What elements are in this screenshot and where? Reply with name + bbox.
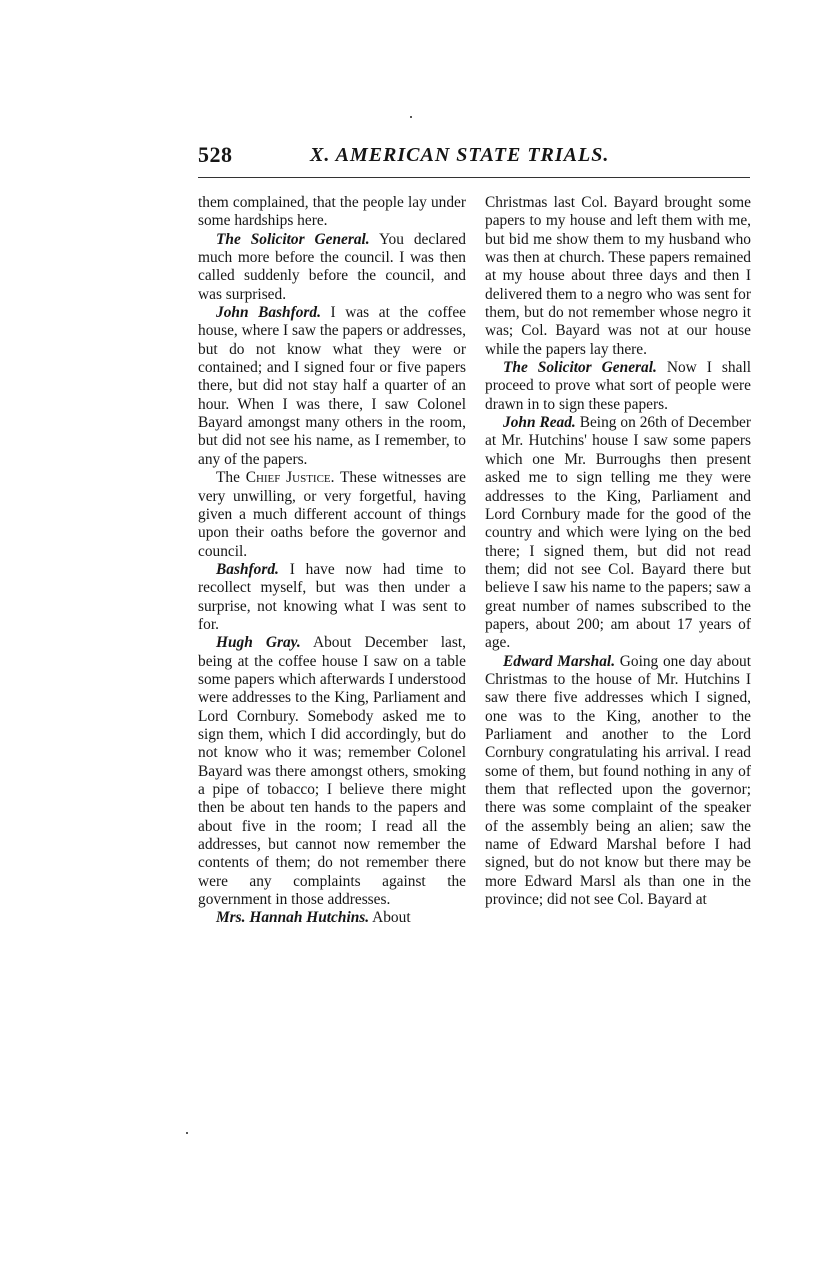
speaker-name: The Solicitor General. [216, 230, 370, 248]
speaker-name: John Read. [503, 414, 576, 432]
speck-mark [410, 116, 412, 118]
paragraph-text: About [369, 909, 411, 927]
paragraph [198, 469, 466, 561]
paragraph-text: them complained, that the people lay under some hardships here. [198, 194, 466, 230]
paragraph-text: You declared much more before the council. I was then called suddenly before the council, and was surprised. [198, 230, 466, 303]
paragraph [198, 634, 466, 909]
speaker-name: John Bashford. [216, 304, 321, 322]
page-number: 528 [198, 142, 233, 167]
speaker-name: Edward Marshal. [503, 652, 616, 670]
speck-mark [186, 1132, 188, 1134]
paragraph-text: Being on 26th of December at Mr. Hutchins' house I saw some papers which one Mr. Burroughs then present asked me to sign telling me they were addresses to the King, Parliament and Lord Cornbury made for the good of the country and which were lying on the bed there; I signed them, but did not read them; did not see Col. Bayard there but believe I saw his name to the papers; saw a great number of names subscribed to the papers, about 200; am about 17 years of age. [485, 414, 751, 652]
left-column [198, 194, 466, 928]
speaker-prefix: The [216, 469, 246, 487]
header-rule [198, 177, 750, 178]
speaker-name: Mrs. Hannah Hutchins. [216, 909, 370, 927]
paragraph [198, 304, 466, 469]
paragraph [485, 414, 751, 652]
page-header [198, 140, 750, 174]
running-head: X. AMERICAN STATE TRIALS. [310, 144, 610, 166]
paragraph-text: These witnesses are very unwilling, or very forgetful, having given a much different account of things upon their oaths before the governor and council. [198, 469, 467, 560]
speaker-name: Hugh Gray. [216, 634, 301, 652]
paragraph [485, 653, 751, 910]
paragraph [198, 561, 466, 634]
paragraph [198, 909, 466, 927]
paragraph [198, 194, 466, 231]
speaker-name: The Solicitor General. [503, 359, 657, 377]
paragraph-text: I have now had time to recollect myself, but was then under a surprise, not knowing what I was sent to for. [198, 560, 466, 633]
paragraph-text: Going one day about Christmas to the house of Mr. Hutchins I saw there five addresses which I signed, one was to the King, another to the Parliament and another to the Lord Cornbury congratulating his arrival. I read some of them, but found nothing in any of them that reflected upon the governor; there was some complaint of the speaker of the assembly being an alien; saw the name of Edward Marshal before I had signed, but do not know but there may be more Edward Marsl als than one in the province; did not see Col. Bayard at [485, 652, 751, 909]
paragraph [485, 359, 751, 414]
paragraph-text: Now I shall proceed to prove what sort of people were drawn in to sign these papers. [485, 359, 751, 413]
paragraph-text: I was at the coffee house, where I saw the papers or addresses, but do not know what they were or contained; and I signed four or five papers there, but did not stay half a quarter of an hour. When I was there, I saw Colonel Bayard amongst many others in the room, but did not see his name, as I remember, to any of the papers. [198, 304, 466, 468]
paragraph [485, 194, 751, 359]
speaker-name: Chief Justice. [245, 469, 335, 487]
paragraph [198, 231, 466, 304]
paragraph-text: Christmas last Col. Bayard brought some papers to my house and left them with me, but bid me show them to my husband who was then at church. These papers remained at my house about three days and then I delivered them to a negro who was sent for them, but do not remember whose negro it was; Col. Bayard was not at our house while the papers lay there. [485, 194, 751, 358]
speaker-name: Bashford. [216, 560, 279, 578]
paragraph-text: About December last, being at the coffee house I saw on a table some papers which afterwards I understood were addresses to the King, Parliament and Lord Cornbury. Somebody asked me to sign them, which I did accordingly, but do not know who it was; remember Colonel Bayard was there amongst others, smoking a pipe of tobacco; I believe there might then be about ten hands to the papers and about five in the room; I read all the addresses, but cannot now remember the contents of them; do not remember there were any complaints against the government in those addresses. [198, 634, 466, 909]
right-column [485, 194, 751, 909]
